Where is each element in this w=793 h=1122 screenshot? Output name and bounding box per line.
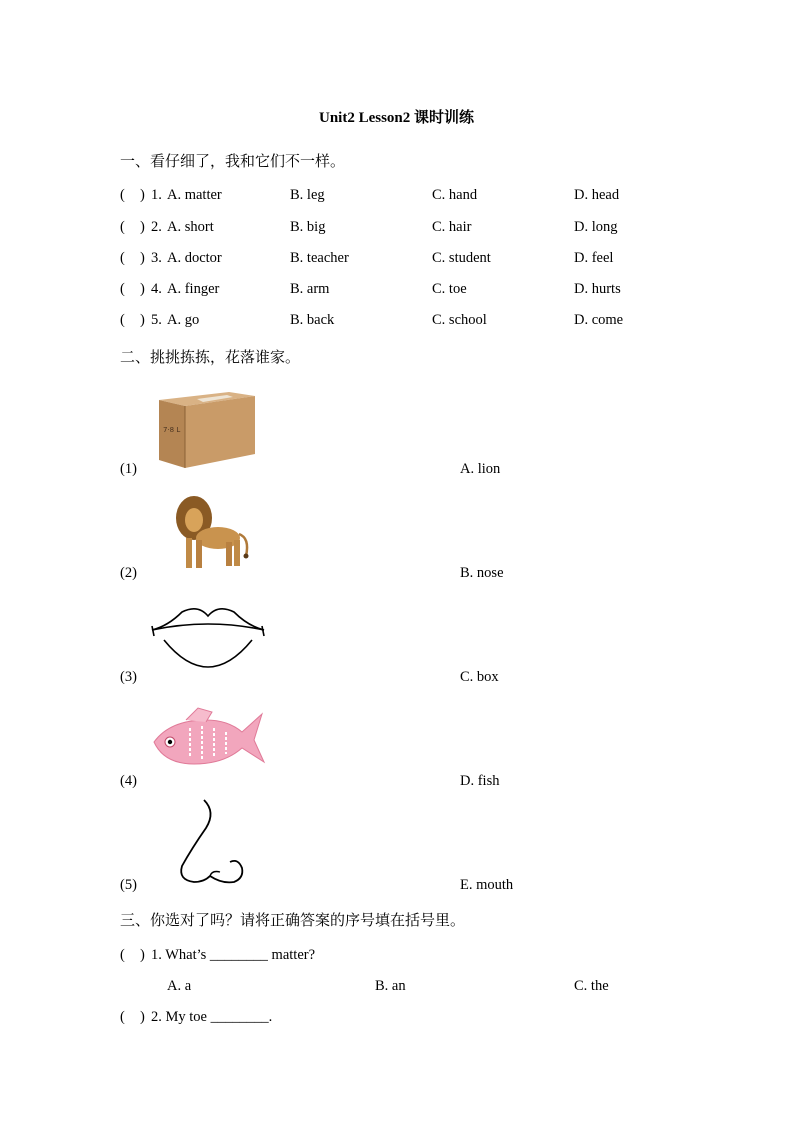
answer-paren-close: ) [140,947,145,963]
option-a: A. doctor [167,250,222,266]
answer-paren-open[interactable]: ( [120,187,125,203]
question-number: 1. [151,187,162,203]
option-d: D. head [574,187,620,203]
option-d: D. hurts [574,281,621,297]
match-option: A. lion [460,461,501,477]
answer-paren-close: ) [140,281,145,297]
option-d: D. feel [574,250,614,266]
match-option: D. fish [460,773,500,789]
answer-paren-open[interactable]: ( [120,1009,125,1025]
section2-heading: 二、挑挑拣拣，花落谁家。 [120,350,301,366]
page-title: Unit2 Lesson2 课时训练 [318,110,475,126]
option-b: B. leg [290,187,325,203]
option-b: B. arm [290,281,330,297]
fish-picture [150,706,266,775]
answer-paren-close: ) [140,250,145,266]
option-a: A. short [167,219,214,235]
question-number: 5. [151,312,162,328]
answer-paren-close: ) [140,187,145,203]
option-b: B. an [375,978,406,994]
section3-heading: 三、你选对了吗？请将正确答案的序号填在括号里。 [120,913,466,929]
answer-paren-close: ) [140,1009,145,1025]
box-picture [157,388,257,475]
item-label: (2) [120,565,137,581]
option-c: C. the [574,978,609,994]
option-d: D. come [574,312,624,328]
question-text: 1. What’s ________ matter? [151,947,316,963]
match-option: B. nose [460,565,504,581]
option-d: D. long [574,219,618,235]
answer-paren-open[interactable]: ( [120,219,125,235]
item-label: (1) [120,461,137,477]
answer-paren-close: ) [140,312,145,328]
lion-picture [172,494,252,579]
answer-paren-open[interactable]: ( [120,312,125,328]
question-number: 2. [151,219,162,235]
item-label: (5) [120,877,137,893]
question-text: 2. My toe ________. [151,1009,273,1025]
section1-heading: 一、看仔细了，我和它们不一样。 [120,154,346,170]
option-b: B. back [290,312,335,328]
answer-paren-open[interactable]: ( [120,250,125,266]
option-c: C. student [432,250,491,266]
match-option: E. mouth [460,877,514,893]
nose-picture [176,796,248,893]
option-b: B. big [290,219,326,235]
option-c: C. hair [432,219,472,235]
option-a: A. finger [167,281,220,297]
item-label: (3) [120,669,137,685]
answer-paren-open[interactable]: ( [120,947,125,963]
question-number: 3. [151,250,162,266]
question-number: 4. [151,281,162,297]
option-c: C. toe [432,281,467,297]
match-option: C. box [460,669,499,685]
option-b: B. teacher [290,250,349,266]
option-a: A. matter [167,187,222,203]
svg-text:7·8 L: 7·8 L [163,426,181,434]
answer-paren-close: ) [140,219,145,235]
item-label: (4) [120,773,137,789]
mouth-picture [148,604,268,673]
option-a: A. go [167,312,200,328]
option-c: C. hand [432,187,478,203]
option-a: A. a [167,978,192,994]
answer-paren-open[interactable]: ( [120,281,125,297]
option-c: C. school [432,312,487,328]
